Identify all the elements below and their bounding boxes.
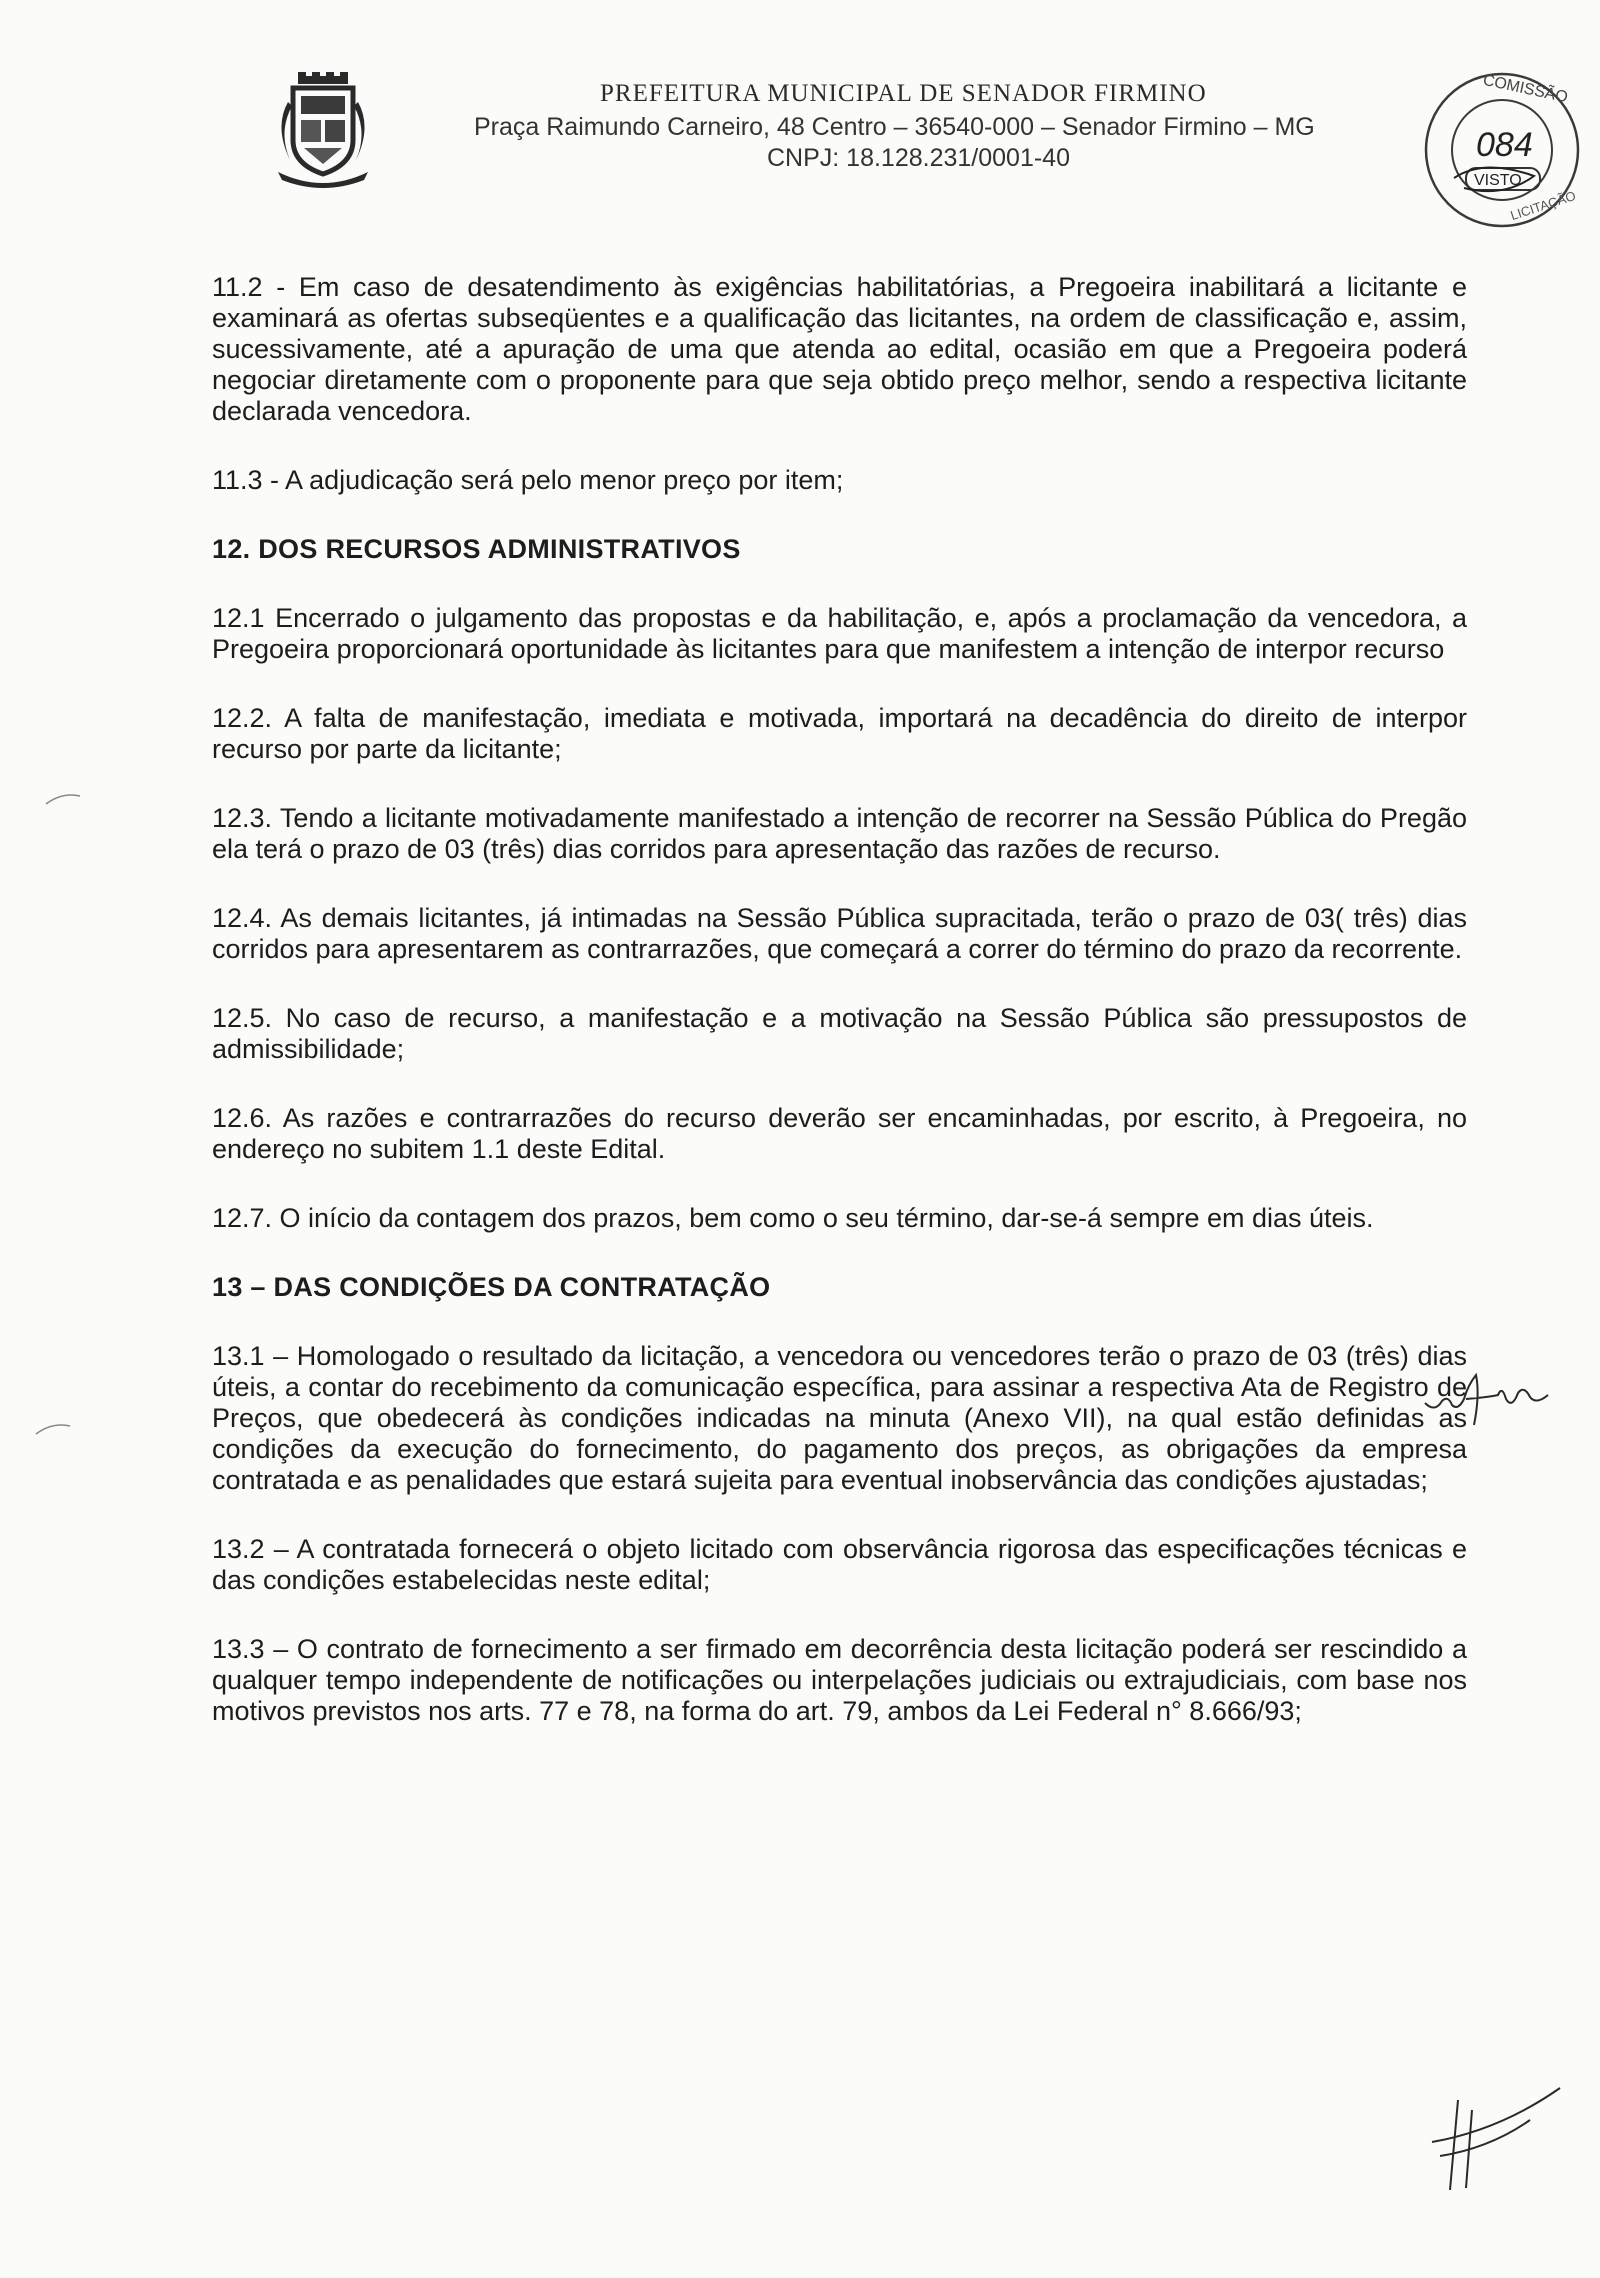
stamp-visto: VISTO [1474, 172, 1522, 189]
paragraph-12-4: 12.4. As demais licitantes, já intimadas na Sessão Pública supracitada, terão o prazo de 03( três) dias corridos para apresentarem as contrarrazões, que começará a correr do término do prazo da recorrente. [212, 903, 1467, 964]
paragraph-13-1: 13.1 – Homologado o resultado da licitação, a vencedora ou vencedores terão o prazo de 03 (três) dias úteis, a contar do recebimento da comunicação específica, para assinar a respectiva Ata de Registro de Preços, que obedecerá às condições indicadas na minuta (Anexo VII), na qual estão definidas as condições da execução do fornecimento, do pagamento dos preços, as obrigações da empresa contratada e as penalidades que estará sujeita para eventual inobservância das condições ajustadas; [212, 1341, 1467, 1495]
paragraph-12-2: 12.2. A falta de manifestação, imediata e motivada, importará na decadência do direito de interpor recurso por parte da licitante; [212, 703, 1467, 764]
paragraph-11-3: 11.3 - A adjudicação será pelo menor preço por item; [212, 465, 844, 495]
municipal-crest-icon [268, 72, 378, 190]
document-body [212, 272, 1467, 1765]
paragraph-13-3: 13.3 – O contrato de fornecimento a ser firmado em decorrência desta licitação poderá ser rescindido a qualquer tempo independente de notificações ou interpelações judiciais ou extrajudiciais, com base nos motivos previstos nos arts. 77 e 78, na forma do art. 79, ambos da Lei Federal n° 8.666/93; [212, 1634, 1467, 1726]
header-cnpj: CNPJ: 18.128.231/0001-40 [767, 144, 1070, 172]
header-address: Praça Raimundo Carneiro, 48 Centro – 36540-000 – Senador Firmino – MG [474, 113, 1315, 141]
paragraph-12-6: 12.6. As razões e contrarrazões do recurso deverão ser encaminhadas, por escrito, à Pregoeira, no endereço no subitem 1.1 deste Edital. [212, 1103, 1467, 1164]
section-heading-12: 12. DOS RECURSOS ADMINISTRATIVOS [212, 534, 741, 564]
paragraph-12-7: 12.7. O início da contagem dos prazos, bem como o seu término, dar-se-á sempre em dias úteis. [212, 1203, 1374, 1233]
section-heading-13: 13 – DAS CONDIÇÕES DA CONTRATAÇÃO [212, 1272, 771, 1302]
stamp-top-text: COMISSÃO [1481, 71, 1570, 107]
margin-mark [34, 1418, 74, 1438]
commission-stamp [1414, 58, 1594, 238]
paragraph-11-2: 11.2 - Em caso de desatendimento às exigências habilitatórias, a Pregoeira inabilitará a licitante e examinará as ofertas subseqüentes e a qualificação das licitantes, na ordem de classificação e, assim, sucessivamente, até a apuração de uma que atenda ao edital, ocasião em que a Pregoeira poderá negociar diretamente com o proponente para que seja obtido preço melhor, sendo a respectiva licitante declarada vencedora. [212, 272, 1467, 426]
handwritten-initials-signature [1410, 2060, 1570, 2200]
margin-mark [44, 788, 84, 808]
paragraph-13-2: 13.2 – A contratada fornecerá o objeto licitado com observância rigorosa das especificações técnicas e das condições estabelecidas neste edital; [212, 1534, 1467, 1595]
paragraph-12-5: 12.5. No caso de recurso, a manifestação e a motivação na Sessão Pública são pressupostos de admissibilidade; [212, 1003, 1467, 1064]
paragraph-12-1: 12.1 Encerrado o julgamento das propostas e da habilitação, e, após a proclamação da vencedora, a Pregoeira proporcionará oportunidade às licitantes para que manifestem a intenção de interpor recurso [212, 603, 1467, 664]
stamp-number: 084 [1476, 126, 1533, 164]
paragraph-12-3: 12.3. Tendo a licitante motivadamente manifestado a intenção de recorrer na Sessão Pública do Pregão ela terá o prazo de 03 (três) dias corridos para apresentação das razões de recurso. [212, 803, 1467, 864]
header-municipality-name: PREFEITURA MUNICIPAL DE SENADOR FIRMINO [600, 80, 1207, 107]
stamp-bottom-text: LICITAÇÃO [1508, 187, 1578, 224]
